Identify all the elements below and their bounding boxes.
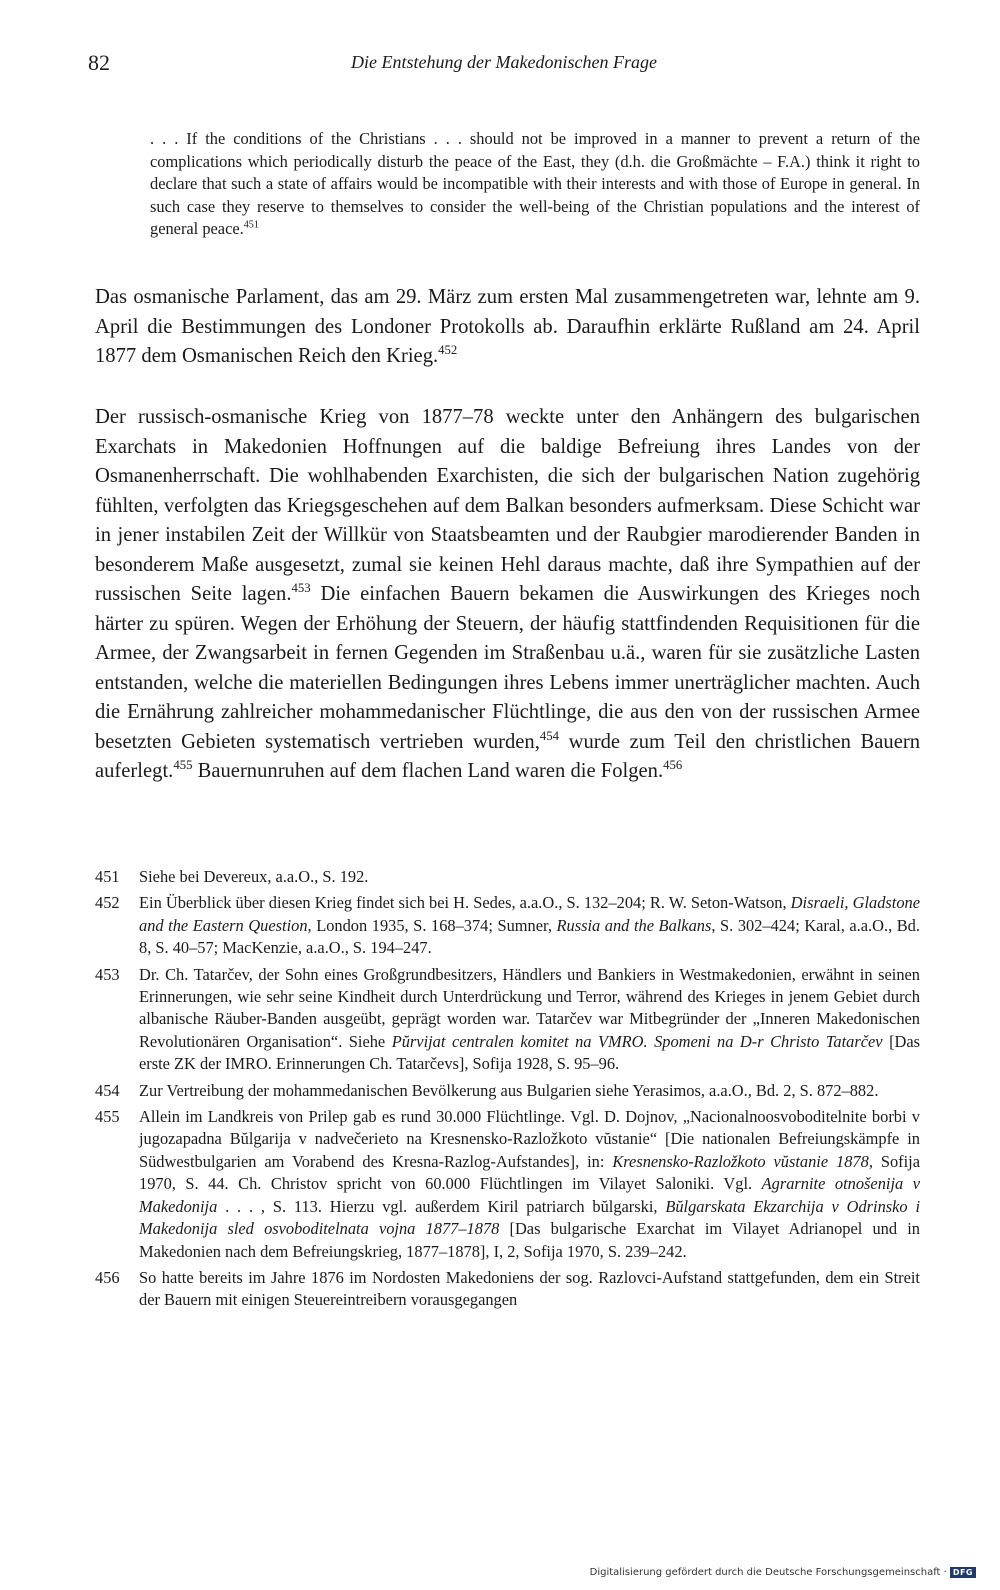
paragraph-text: Das osmanische Parlament, das am 29. März zum ersten Mal zusammengetreten war, lehnte am 9. April die Bestimmungen des Londoner Protokolls ab. Daraufhin erklärte Rußland am 24. April 1877 dem Osmanischen Reich den Krieg. (95, 286, 920, 367)
footnote-ref[interactable]: 454 (539, 728, 560, 743)
footnote-number: 451 (95, 867, 120, 886)
book-title: Agrarnite otnošenija v Makedonija (139, 1174, 920, 1216)
footnote-ref[interactable]: 452 (438, 343, 458, 358)
footnote (95, 1267, 920, 1312)
footnote-number: 455 (95, 1107, 120, 1127)
footnote-number: 452 (95, 893, 120, 913)
book-title: Kresnensko-Razložkoto vŭstanie 1878 (612, 1151, 869, 1171)
footnote-number: 456 (95, 1267, 120, 1287)
footnote-text: Dr. Ch. Tatarčev, der Sohn eines Großgrundbesitzers, Händlers und Bankiers in Westmakedonien, erwähnt in seinen Erinnerungen, wie sehr seine Kindheit durch Unterdrückung und Terror, während des Krieges in jenem Gebiet durch albanische Räuber-Banden ausgeübt, geprägt worden war. Tatarčev war Mitbegründer der „Inneren Makedonischen Revolutionären Organisation“. Siehe (139, 964, 920, 1051)
footnote (95, 1080, 920, 1102)
footnote-text: Zur Vertreibung der mohammedanischen Bevölkerung aus Bulgarien siehe Yerasimos, a.a.O., Bd. 2, S. 872–882. (139, 1080, 879, 1100)
footnote-text: . . . , S. 113. Hierzu vgl. außerdem Kiril patriarch bŭlgarski, (217, 1196, 666, 1216)
book-title: Disraeli, Gladstone and the Eastern Question (139, 893, 920, 935)
page-header (88, 50, 920, 80)
footnote-text: [Das erste ZK der IMRO. Erinnerungen Ch. Tatarčevs], Sofija 1928, S. 95–96. (139, 1031, 921, 1074)
footnote (95, 1106, 920, 1263)
book-title: Pŭrvijat centralen komitet na VMRO. Spomeni na D-r Christo Tatarčev (391, 1031, 883, 1051)
body-paragraph (95, 283, 920, 372)
footnote-ref[interactable]: 451 (243, 219, 259, 231)
footnote-text: [Das bulgarische Exarchat im Vilayet Adrianopel und in Makedonien nach dem Befreiungskrieg, 1877–1878], I, 2, Sofija 1970, S. 239–242. (139, 1219, 920, 1261)
footnote-ref[interactable]: 456 (663, 758, 683, 773)
footnotes (95, 866, 920, 1316)
footnote-text: , S. 302–424; Karal, a.a.O., Bd. 8, S. 40–57; MacKenzie, a.a.O., S. 194–247. (139, 915, 920, 958)
footnote-number: 454 (95, 1080, 120, 1100)
paragraph-text: Bauernunruhen auf dem flachen Land waren die Folgen. (192, 760, 664, 782)
paragraph-text: Der russisch-osmanische Krieg von 1877–78 weckte unter den Anhängern des bulgarischen Exarchats in Makedonien Hoffnungen auf die baldige Befreiung ihres Landes von der Osmanenherrschaft. Die wohlhabenden Exarchisten, die sich der bulgarischen Nation zugehörig fühlten, verfolgten das Kriegsgeschehen auf dem Balkan besonders aufmerksam. Diese Schicht war in jener instabilen Zeit der Willkür von Staatsbeamten und der Raubgier marodierender Banden in besonderem Maße ausgesetzt, zumal sie keinen Hehl daraus machte, daß ihre Sympathien auf der russischen Seite lagen. (95, 406, 920, 605)
footnote-text: Allein im Landkreis von Prilep gab es rund 30.000 Flüchtlinge. Vgl. D. Dojnov, „Nacionalnoosvoboditelnite borbi v jugozapadna Bŭlgarija v nadvečerieto na Kresnensko-Razložkoto vŭstanie“ [Die nationalen Befreiungskämpfe in Südwestbulgarien am Vorabend des Kresna-Razlog-Aufstandes], in: (139, 1107, 920, 1171)
paragraph-text: wurde zum Teil den christlichen Bauern auferlegt. (95, 730, 920, 782)
footnote (95, 892, 920, 959)
footnote-text: , Sofija 1970, S. 44. Ch. Christov spricht von 60.000 Flüchtlingen im Vilayet Saloniki. Vgl. (139, 1151, 920, 1194)
footnote-ref[interactable]: 455 (173, 758, 193, 773)
footnote-text: Siehe bei Devereux, a.a.O., S. 192. (139, 867, 369, 886)
footnote (95, 964, 920, 1076)
running-title: Die Entstehung der Makedonischen Frage (351, 52, 657, 72)
quote-text: . . . If the conditions of the Christians . . . should not be improved in a manner to prevent a return of the complications which periodically disturb the peace of the East, they (d.h. die Großmächte – F.A.) think it right to declare that such a state of affairs would be incompatible with their interests and with those of Europe in general. In such case they reserve to themselves to consider the well-being of the Christian populations and the interest of general peace. (150, 129, 920, 238)
footnote-ref[interactable]: 453 (291, 581, 311, 596)
page-number: 82 (88, 50, 110, 75)
digitization-footer (590, 1567, 976, 1578)
book-title: Bŭlgarskata Ekzarchija v Odrinsko i Makedonija sled osvoboditelnata vojna 1877–1878 (139, 1196, 920, 1239)
book-title: Russia and the Balkans (556, 915, 712, 935)
footnote-text: Ein Überblick über diesen Krieg findet sich bei H. Sedes, a.a.O., S. 132–204; R. W. Seton-Watson, (139, 893, 791, 913)
footnote (95, 866, 920, 888)
footnote-text: So hatte bereits im Jahre 1876 im Nordosten Makedoniens der sog. Razlovci-Aufstand stattgefunden, dem ein Streit der Bauern mit einigen Steuereintreibern vorausgegangen (139, 1267, 920, 1310)
dfg-logo-icon: DFG (950, 1567, 976, 1578)
footnote-text: , London 1935, S. 168–374; Sumner, (307, 915, 557, 935)
body-paragraph (95, 403, 920, 787)
footer-text: Digitalisierung gefördert durch die Deutsche Forschungsgemeinschaft · (589, 1567, 947, 1578)
footnote-number: 453 (95, 964, 120, 984)
block-quote (150, 128, 920, 241)
paragraph-text: Die einfachen Bauern bekamen die Auswirkungen des Krieges noch härter zu spüren. Wegen der Erhöhung der Steuern, der häufig stattfindenden Requisitionen für die Armee, der Zwangsarbeit in fernen Gegenden im Straßenbau u.ä., waren für sie zusätzliche Lasten entstanden, welche die materiellen Bedingungen ihres Lebens immer unerträglicher machten. Auch die Ernährung zahlreicher mohammedanischer Flüchtlinge, die aus den von der russischen Armee besetzten Gebieten systematisch vertrieben wurden, (95, 583, 921, 753)
